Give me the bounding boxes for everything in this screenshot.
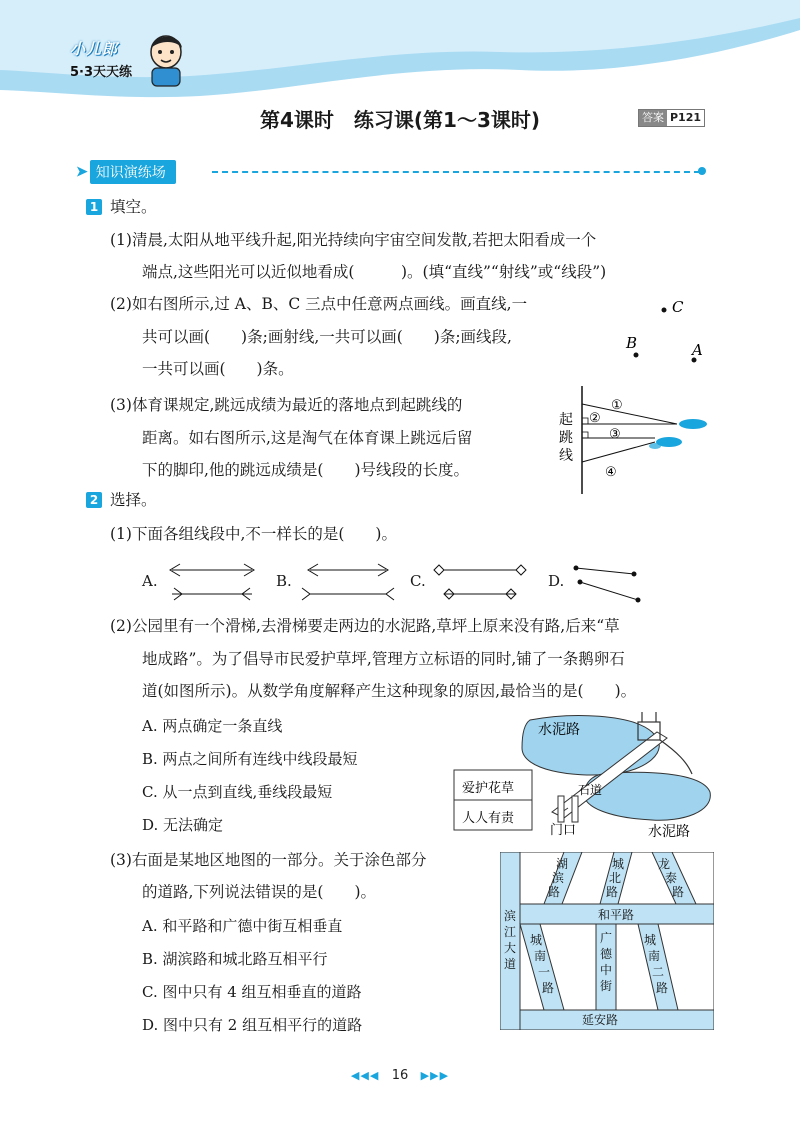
q2-p1-option-c[interactable]: C. (410, 572, 426, 590)
point-b-label: B (626, 334, 638, 352)
sign-line-1: 爱护花草 (462, 781, 515, 796)
q2-part2-line2: 地成路”。为了倡导市民爱护草坪,管理方立标语的同时,铺了一条鹅卵石 (142, 650, 625, 668)
answer-label: 答案 (639, 110, 667, 126)
map-yanan: 延安路 (582, 1013, 619, 1027)
long-jump-figure (555, 384, 715, 496)
point-a-label: A (692, 341, 703, 359)
map-binjiang-3: 大 (504, 941, 517, 955)
map-guangde-1: 广 (600, 931, 613, 945)
map-hubin-3: 路 (548, 885, 561, 899)
map-binjiang-2: 江 (504, 925, 517, 939)
road-map-figure (500, 852, 714, 1030)
map-guangde-3: 中 (600, 963, 613, 977)
page-title: 第4课时 练习课(第1～3课时) (259, 108, 541, 132)
q1-part3-line1: (3)体育课规定,跳远成绩为最近的落地点到起跳线的 (110, 396, 463, 414)
q2-p2-option-d[interactable]: D. 无法确定 (142, 816, 224, 834)
segment-4 (582, 442, 655, 462)
road-top-label: 水泥路 (538, 722, 580, 738)
stone-path-label: 石道 (578, 783, 603, 797)
road-bottom-label: 水泥路 (648, 824, 690, 840)
map-binjiang-4: 道 (504, 957, 517, 971)
point-c-label: C (672, 298, 684, 316)
q1-part1-line2: 端点,这些阳光可以近似地看成( )。(填“直线”“射线”或“线段”) (142, 263, 607, 281)
q2-p3-option-d[interactable]: D. 图中只有 2 组互相平行的道路 (142, 1016, 363, 1034)
jump-label-1: 起 (559, 412, 573, 428)
q2-part1-text: (1)下面各组线段中,不一样长的是( )。 (110, 525, 397, 543)
q2-p3-option-c[interactable]: C. 图中只有 4 组互相垂直的道路 (142, 983, 362, 1001)
section-arrow-icon: ➤ (76, 164, 88, 180)
jump-mark-4: ④ (605, 465, 617, 480)
next-arrows-icon: ▶▶▶ (420, 1069, 450, 1082)
section-label: 知识演练场 (90, 160, 176, 184)
map-chengbei-1: 城 (612, 857, 625, 871)
q2-p3-option-b[interactable]: B. 湖滨路和城北路互相平行 (142, 950, 328, 968)
question-2-number: 2 (86, 492, 102, 508)
prev-arrows-icon: ◀◀◀ (350, 1069, 380, 1082)
point-b (634, 353, 639, 358)
jump-label-2: 跳 (559, 430, 573, 446)
map-chengnan2-3: 二 (652, 965, 665, 979)
option-a-figure (162, 558, 262, 606)
brand-logo (70, 38, 132, 80)
answer-page: P121 (670, 111, 702, 124)
q2-part3-line2: 的道路,下列说法错误的是( )。 (142, 883, 377, 901)
map-heping: 和平路 (598, 908, 635, 922)
page-footer (0, 1068, 800, 1083)
question-1-title: 填空。 (110, 198, 157, 216)
map-longtai-2: 泰 (665, 871, 678, 885)
map-chengnan1-4: 路 (542, 981, 555, 995)
q1-part2-line1: (2)如右图所示,过 A、B、C 三点中任意两点画线。画直线,一 (110, 295, 528, 313)
map-chengbei-2: 北 (609, 871, 622, 885)
q2-part2-line3: 道(如图所示)。从数学角度解释产生这种现象的原因,最恰当的是( )。 (142, 682, 637, 700)
section-divider (212, 171, 700, 173)
map-chengnan1-2: 南 (534, 949, 547, 963)
map-chengnan2-2: 南 (648, 949, 661, 963)
q1-part2-line2: 共可以画( )条;画射线,一共可以画( )条;画线段, (142, 328, 512, 346)
jump-mark-2: ② (589, 411, 601, 426)
map-chengbei-3: 路 (606, 885, 619, 899)
section-header (76, 160, 176, 184)
map-chengnan1-1: 城 (530, 933, 543, 947)
map-guangde-2: 德 (600, 947, 613, 961)
q2-p1-option-b[interactable]: B. (276, 572, 292, 590)
map-hubin-1: 湖 (556, 857, 569, 871)
map-guangde-4: 街 (600, 979, 613, 993)
brand-subtitle: 5·3天天练 (70, 65, 133, 80)
points-figure (610, 290, 720, 370)
option-d-figure (570, 558, 670, 606)
brand-name: 小儿郎 (70, 40, 119, 58)
divider-dot (698, 167, 706, 175)
sign-line-2: 人人有责 (462, 811, 515, 826)
option-c-figure (430, 558, 530, 606)
q2-part3-line1: (3)右面是某地区地图的一部分。关于涂色部分 (110, 851, 427, 869)
q2-p2-option-b[interactable]: B. 两点之间所有连线中线段最短 (142, 750, 358, 768)
park-figure (452, 712, 714, 842)
map-longtai-1: 龙 (658, 857, 671, 871)
map-binjiang-1: 滨 (504, 909, 517, 923)
option-b-figure (298, 558, 398, 606)
map-longtai-3: 路 (672, 885, 685, 899)
gate-label: 门口 (550, 823, 577, 838)
map-chengnan2-1: 城 (644, 933, 657, 947)
mascot-icon (142, 30, 190, 88)
q1-part3-line3: 下的脚印,他的跳远成绩是( )号线段的长度。 (142, 461, 470, 479)
q2-p1-option-d[interactable]: D. (548, 572, 565, 590)
page-number: 16 (391, 1068, 409, 1083)
q1-part3-line2: 距离。如右图所示,这是淘气在体育课上跳远后留 (142, 429, 473, 447)
map-chengnan2-4: 路 (656, 981, 669, 995)
q2-p2-option-c[interactable]: C. 从一点到直线,垂线段最短 (142, 783, 333, 801)
jump-label-3: 线 (559, 448, 573, 464)
q2-part2-line1: (2)公园里有一个滑梯,去滑梯要走两边的水泥路,草坪上原来没有路,后来“草 (110, 617, 620, 635)
q1-part1-line1: (1)清晨,太阳从地平线升起,阳光持续向宇宙空间发散,若把太阳看成一个 (110, 231, 597, 249)
q1-part2-line3: 一共可以画( )条。 (142, 360, 294, 378)
map-hubin-2: 滨 (552, 871, 565, 885)
point-c (662, 308, 667, 313)
question-2-title: 选择。 (110, 491, 157, 509)
jump-mark-3: ③ (609, 427, 621, 442)
jump-mark-1: ① (611, 398, 623, 413)
q2-p3-option-a[interactable]: A. 和平路和广德中街互相垂直 (142, 917, 343, 935)
question-1-number: 1 (86, 199, 102, 215)
map-chengnan1-3: 一 (538, 965, 551, 979)
q2-p2-option-a[interactable]: A. 两点确定一条直线 (142, 717, 283, 735)
q2-p1-option-a[interactable]: A. (142, 572, 158, 590)
answer-badge[interactable] (638, 109, 705, 127)
